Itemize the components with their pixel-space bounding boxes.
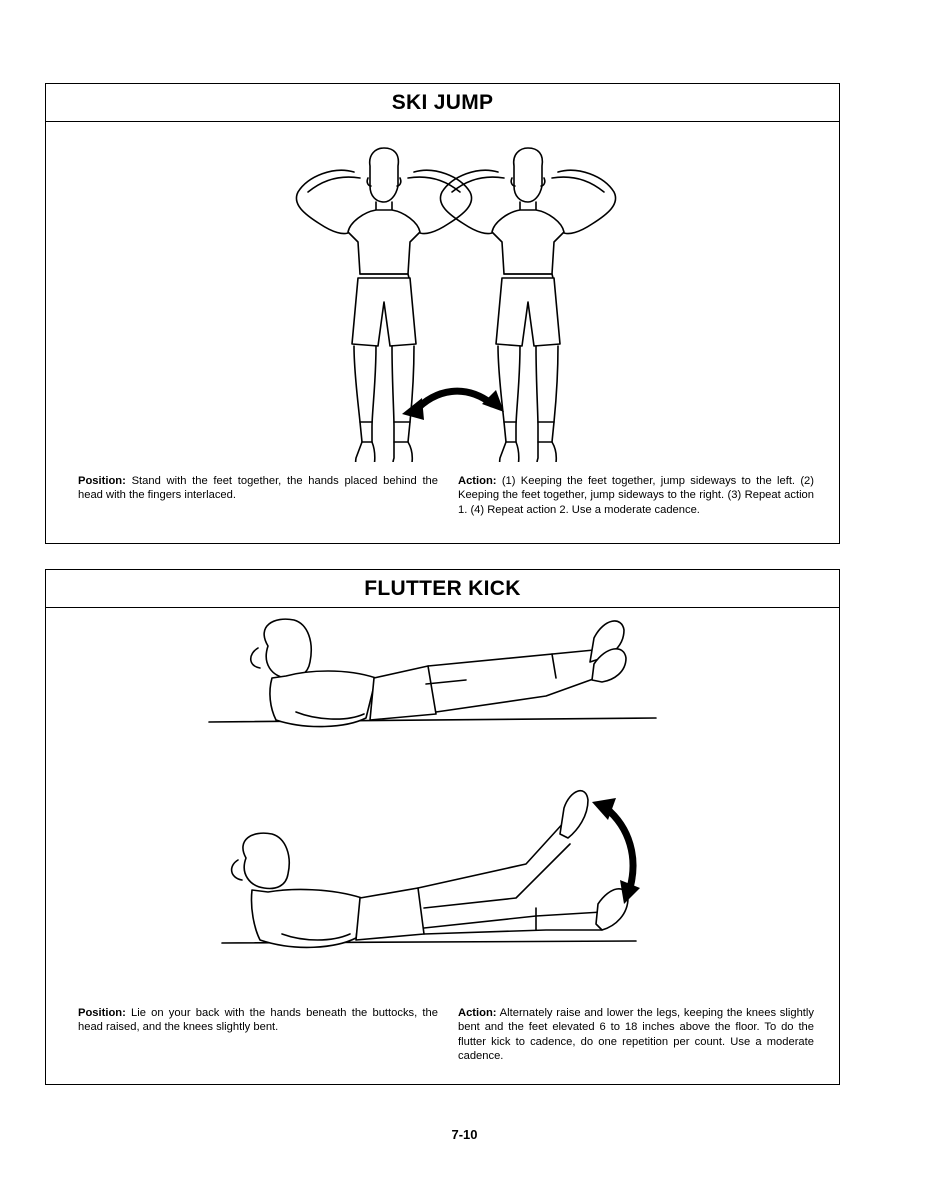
ski-jump-position-label: Position: bbox=[78, 475, 126, 487]
ski-jump-action-label: Action: bbox=[458, 475, 497, 487]
lying-figure-top bbox=[209, 619, 656, 726]
flutter-kick-drawing bbox=[46, 608, 838, 998]
flutter-kick-position-label: Position: bbox=[78, 1007, 126, 1019]
flutter-kick-action-label: Action: bbox=[458, 1007, 497, 1019]
flutter-kick-illustration bbox=[46, 608, 839, 998]
flutter-kick-action-text: Alternately raise and lower the legs, keeping the knees slightly bent and the feet elevated 6 to 18 inches above the floor. To do the flutter kick to cadence, do one repetition per count. Use a moderate cadence. bbox=[458, 1007, 814, 1063]
ski-jump-illustration bbox=[46, 122, 839, 462]
ski-jump-panel bbox=[45, 83, 840, 544]
flutter-kick-action bbox=[458, 1006, 814, 1064]
ski-jump-action-text: (1) Keeping the feet together, jump sideways to the left. (2) Keeping the feet together, jump sideways to the right. (3) Repeat action 1. (4) Repeat action 2. Use a moderate cadence. bbox=[458, 475, 814, 516]
lying-figure-bottom bbox=[222, 791, 636, 948]
ski-jump-title: SKI JUMP bbox=[46, 84, 839, 122]
ski-jump-action bbox=[458, 474, 814, 517]
up-down-arrow-icon bbox=[592, 798, 640, 904]
page-number: 7-10 bbox=[451, 1127, 478, 1142]
standing-figure-right bbox=[440, 148, 615, 462]
standing-figure-left bbox=[296, 148, 471, 462]
flutter-kick-title: FLUTTER KICK bbox=[46, 570, 839, 608]
ski-jump-position-text: Stand with the feet together, the hands placed behind the head with the fingers interlaced. bbox=[78, 475, 438, 502]
ski-jump-position bbox=[78, 474, 438, 503]
flutter-kick-position bbox=[78, 1006, 438, 1035]
flutter-kick-panel bbox=[45, 569, 840, 1085]
sideways-arrow-icon bbox=[402, 390, 504, 420]
flutter-kick-position-text: Lie on your back with the hands beneath the buttocks, the head raised, and the knees slightly bent. bbox=[78, 1007, 438, 1034]
ski-jump-drawing bbox=[46, 122, 838, 462]
